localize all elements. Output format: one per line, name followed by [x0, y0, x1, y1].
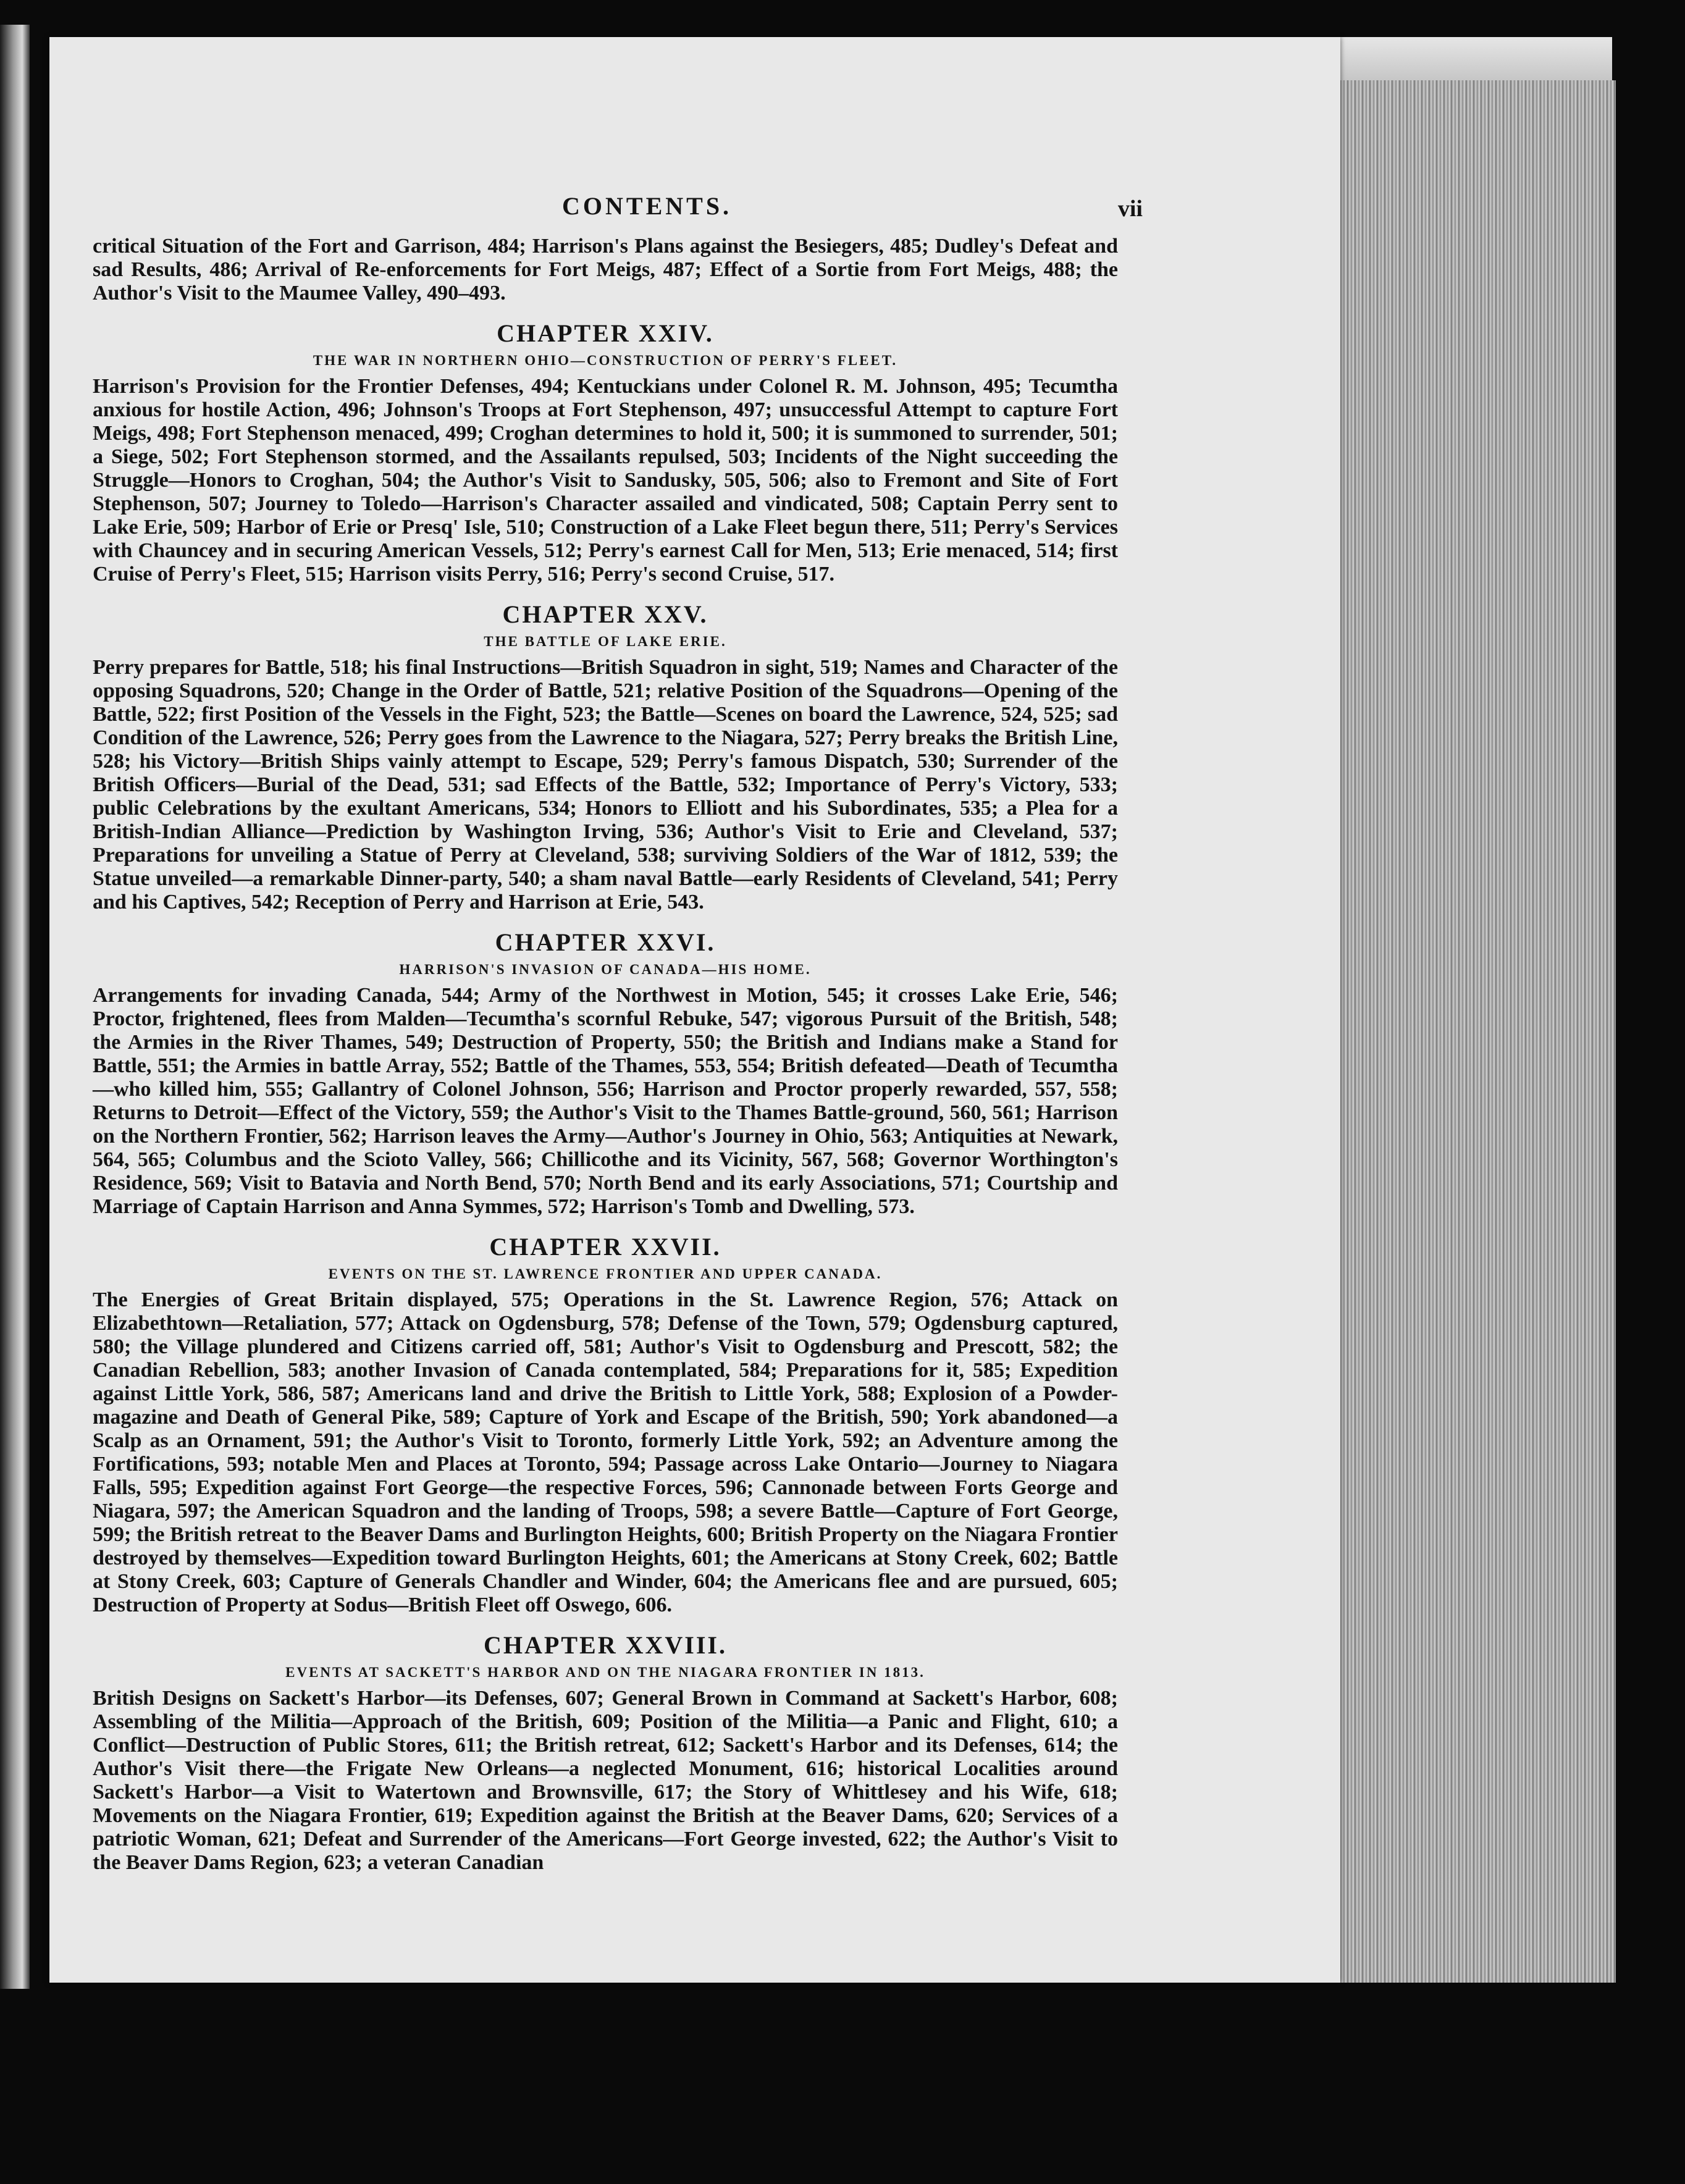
chapter-summary: The Energies of Great Britain displayed, 575; Operations in the St. Lawrence Region, 576; Attack on Elizabethtown—Retaliation, 577; Attack on Ogdensburg, 578; Defense of the Town, 579; Ogdensburg captured, 580; the Village plundered and Citizens carried off, 581; Author's Visit to Ogdensburg and Prescott, 582; the Canadian Rebellion, 583; another Invasion of Canada contemplated, 584; Preparations for it, 585; Expedition against Little York, 586, 587; Americans land and drive the British to Little York, 588; Explosion of a Powder-magazine and Death of General Pike, 589; Capture of York and Escape of the British, 590; York abandoned—a Scalp as an Ornament, 591; the Author's Visit to Toronto, formerly Little York, 592; an Adventure among the Fortifications, 593; notable Men and Places at Toronto, 594; Passage across Lake Ontario—Journey to Niagara Falls, 595; Expedition against Fort George—the respective Forces, 596; Cannonade between Forts George and Niagara, 597; the American Squadron and the landing of Troops, 598; a severe Battle—Capture of Fort George, 599; the British retreat to the Beaver Dams and Burlington Heights, 600; British Property on the Niagara Frontier destroyed by themselves—Expedition toward Burlington Heights, 601; the Americans at Stony Creek, 602; Battle at Stony Creek, 603; Capture of Generals Chandler and Winder, 604; the Americans flee and are pursued, 605; Destruction of Property at Sodus—British Fleet off Oswego, 606. — [93, 1288, 1118, 1616]
chapter-subtitle: HARRISON'S INVASION OF CANADA—HIS HOME. — [399, 962, 812, 977]
facing-page-edge — [0, 25, 30, 1989]
chapter-subtitle: THE BATTLE OF LAKE ERIE. — [484, 634, 727, 649]
chapter-27 — [93, 1232, 1118, 1617]
chapter-summary: Arrangements for invading Canada, 544; Army of the Northwest in Motion, 545; it crosses Lake Erie, 546; Proctor, frightened, flees from Malden—Tecumtha's scornful Rebuke, 547; vigorous Pursuit of the British, 548; the Armies in the River Thames, 549; Destruction of Property, 550; the British and Indians make a Stand for Battle, 551; the Armies in battle Array, 552; Battle of the Thames, 553, 554; British defeated—Death of Tecumtha—who killed him, 555; Gallantry of Colonel Johnson, 556; Harrison and Proctor properly rewarded, 557, 558; Returns to Detroit—Effect of the Victory, 559; the Author's Visit to the Thames Battle-ground, 560, 561; Harrison on the Northern Frontier, 562; Harrison leaves the Army—Author's Journey in Ohio, 563; Antiquities at Newark, 564, 565; Columbus and the Scioto Valley, 566; Chillicothe and its Vicinity, 567, 568; Governor Worthington's Residence, 569; Visit to Batavia and North Bend, 570; North Bend and its early Associations, 571; Courtship and Marriage of Captain Harrison and Anna Symmes, 572; Harrison's Tomb and Dwelling, 573. — [93, 984, 1118, 1218]
intro-paragraph: critical Situation of the Fort and Garrison, 484; Harrison's Plans against the Besiegers, 485; Dudley's Defeat and sad Results, 486; Arrival of Re-enforcements for Fort Meigs, 487; Effect of a Sortie from Fort Meigs, 488; the Author's Visit to the Maumee Valley, 490–493. — [93, 235, 1118, 304]
book-page-edges — [1322, 80, 1616, 1983]
chapter-heading: CHAPTER XXVI. — [495, 928, 716, 956]
page-number: vii — [1117, 196, 1143, 222]
chapter-26 — [93, 928, 1118, 1219]
chapter-heading: CHAPTER XXVII. — [489, 1233, 721, 1261]
contents-text — [93, 191, 1143, 1875]
chapter-summary: Harrison's Provision for the Frontier Defenses, 494; Kentuckians under Colonel R. M. Johnson, 495; Tecumtha anxious for hostile Action, 496; Johnson's Troops at Fort Stephenson, 497; unsuccessful Attempt to capture Fort Meigs, 498; Fort Stephenson menaced, 499; Croghan determines to hold it, 500; it is summoned to surrender, 501; a Siege, 502; Fort Stephenson stormed, and the Assailants repulsed, 503; Incidents of the Night succeeding the Struggle—Honors to Croghan, 504; the Author's Visit to Sandusky, 505, 506; also to Fremont and Site of Fort Stephenson, 507; Journey to Toledo—Harrison's Character assailed and vindicated, 508; Captain Perry sent to Lake Erie, 509; Harbor of Erie or Presq' Isle, 510; Construction of a Lake Fleet begun there, 511; Perry's Services with Chauncey and in securing American Vessels, 512; Perry's earnest Call for Men, 513; Erie menaced, 514; first Cruise of Perry's Fleet, 515; Harrison visits Perry, 516; Perry's second Cruise, 517. — [93, 375, 1118, 586]
running-head: CONTENTS. — [562, 192, 733, 220]
chapter-heading: CHAPTER XXIV. — [497, 319, 714, 347]
chapter-heading: CHAPTER XXVIII. — [484, 1631, 727, 1659]
chapter-28 — [93, 1631, 1118, 1875]
chapter-subtitle: EVENTS AT SACKETT'S HARBOR AND ON THE NIAGARA FRONTIER IN 1813. — [285, 1665, 925, 1680]
chapter-summary: Perry prepares for Battle, 518; his final Instructions—British Squadron in sight, 519; Names and Character of the opposing Squadrons, 520; Change in the Order of Battle, 521; relative Position of the Squadrons—Opening of the Battle, 522; first Position of the Vessels in the Fight, 523; the Battle—Scenes on board the Lawrence, 524, 525; sad Condition of the Lawrence, 526; Perry goes from the Lawrence to the Niagara, 527; Perry breaks the British Line, 528; his Victory—British Ships vainly attempt to Escape, 529; Perry's famous Dispatch, 530; Surrender of the British Officers—Burial of the Dead, 531; sad Effects of the Battle, 532; Importance of Perry's Victory, 533; public Celebrations by the exultant Americans, 534; Honors to Elliott and his Subordinates, 535; a Plea for a British-Indian Alliance—Prediction by Washington Irving, 536; Author's Visit to Erie and Cleveland, 537; Preparations for unveiling a Statue of Perry at Cleveland, 538; surviving Soldiers of the War of 1812, 539; the Statue unveiled—a remarkable Dinner-party, 540; a sham naval Battle—early Residents of Cleveland, 541; Perry and his Captives, 542; Reception of Perry and Harrison at Erie, 543. — [93, 656, 1118, 914]
chapter-summary: British Designs on Sackett's Harbor—its Defenses, 607; General Brown in Command at Sackett's Harbor, 608; Assembling of the Militia—Approach of the British, 609; Position of the Militia—a Panic and Flight, 610; a Conflict—Destruction of Public Stores, 611; the British retreat, 612; Sackett's Harbor and its Defenses, 614; the Author's Visit there—the Frigate New Orleans—a neglected Monument, 616; historical Localities around Sackett's Harbor—a Visit to Watertown and Brownsville, 617; the Story of Whittlesey and his Wife, 618; Movements on the Niagara Frontier, 619; Expedition against the British at the Beaver Dams, 620; Services of a patriotic Woman, 621; Defeat and Surrender of the Americans—Fort George invested, 622; the Author's Visit to the Beaver Dams Region, 623; a veteran Canadian — [93, 1687, 1118, 1874]
page-header — [93, 191, 1143, 230]
chapter-subtitle: EVENTS ON THE ST. LAWRENCE FRONTIER AND UPPER CANADA. — [328, 1266, 883, 1282]
chapter-25 — [93, 600, 1118, 914]
chapter-heading: CHAPTER XXV. — [502, 600, 708, 628]
chapter-24 — [93, 319, 1118, 586]
chapter-subtitle: THE WAR IN NORTHERN OHIO—CONSTRUCTION OF PERRY'S FLEET. — [313, 353, 898, 368]
